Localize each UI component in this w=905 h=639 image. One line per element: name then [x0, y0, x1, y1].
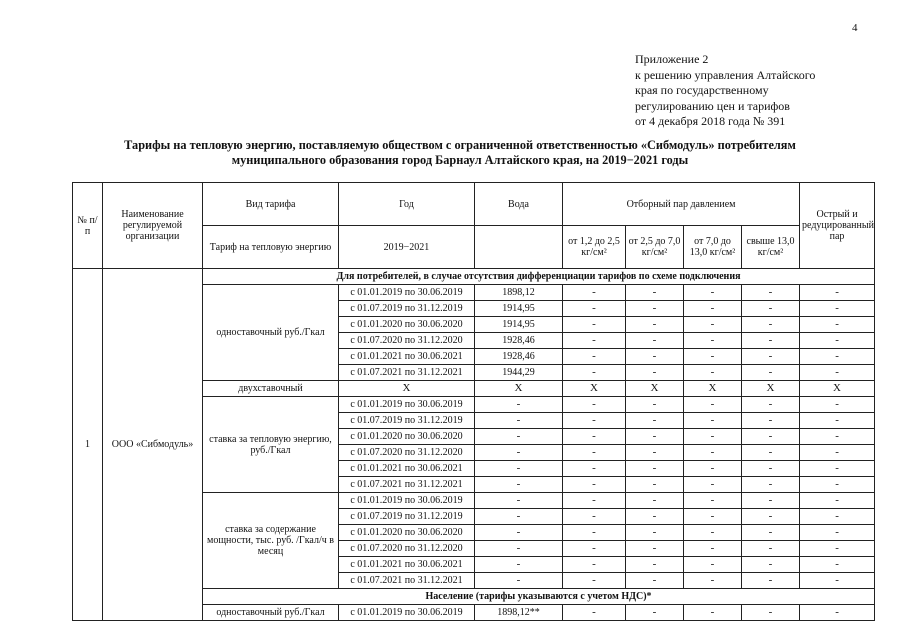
dash-cell: - — [800, 525, 875, 541]
tariff-table — [72, 182, 875, 621]
header-steam-2: от 2,5 до 7,0 кг/см² — [626, 226, 684, 269]
water-value: - — [475, 445, 563, 461]
x-mark-cell: Х — [684, 381, 742, 397]
dash-cell: - — [626, 445, 684, 461]
dash-cell: - — [684, 573, 742, 589]
dash-cell: - — [800, 509, 875, 525]
dash-cell: - — [563, 301, 626, 317]
dash-cell: - — [684, 285, 742, 301]
dash-cell: - — [800, 317, 875, 333]
dash-cell: - — [684, 509, 742, 525]
appendix-line: края по государственному — [635, 83, 769, 97]
dash-cell: - — [563, 285, 626, 301]
dash-cell: - — [684, 445, 742, 461]
dash-cell: - — [563, 413, 626, 429]
dash-cell: - — [684, 349, 742, 365]
dash-cell: - — [800, 413, 875, 429]
dash-cell: - — [684, 461, 742, 477]
dash-cell: - — [684, 397, 742, 413]
period-cell: с 01.07.2020 по 31.12.2020 — [339, 333, 475, 349]
dash-cell: - — [563, 605, 626, 621]
water-value: 1928,46 — [475, 349, 563, 365]
dash-cell: - — [684, 557, 742, 573]
header-steam: Отборный пар давлением — [563, 183, 800, 226]
title-line: Тарифы на тепловую энергию, поставляемую обществом с ограниченной ответственностью «Сибмодуль» потребителям — [124, 138, 796, 152]
water-value: 1914,95 — [475, 317, 563, 333]
dash-cell: - — [742, 573, 800, 589]
water-value: - — [475, 461, 563, 477]
period-cell: с 01.01.2021 по 30.06.2021 — [339, 557, 475, 573]
dash-cell: - — [563, 349, 626, 365]
period-cell: с 01.07.2021 по 31.12.2021 — [339, 477, 475, 493]
section-population: Население (тарифы указываются с учетом НДС)* — [203, 589, 875, 605]
header-tariff-type: Вид тарифа — [203, 183, 339, 226]
dash-cell: - — [800, 573, 875, 589]
dash-cell: - — [563, 541, 626, 557]
dash-cell: - — [800, 333, 875, 349]
period-cell: с 01.07.2021 по 31.12.2021 — [339, 573, 475, 589]
dash-cell: - — [684, 525, 742, 541]
dash-cell: - — [626, 493, 684, 509]
header-year: Год — [339, 183, 475, 226]
dash-cell: - — [684, 493, 742, 509]
water-value: 1898,12 — [475, 285, 563, 301]
period-cell: с 01.07.2019 по 31.12.2019 — [339, 301, 475, 317]
dash-cell: - — [563, 573, 626, 589]
water-value: 1898,12** — [475, 605, 563, 621]
dash-cell: - — [684, 605, 742, 621]
dash-cell: - — [626, 317, 684, 333]
dash-cell: - — [742, 413, 800, 429]
water-value: - — [475, 429, 563, 445]
dash-cell: - — [684, 477, 742, 493]
header-years-range: 2019−2021 — [339, 226, 475, 269]
tariff-single-rate: одноставочный руб./Гкал — [203, 285, 339, 381]
organization-name: ООО «Сибмодуль» — [103, 269, 203, 621]
appendix-line: от 4 декабря 2018 года № 391 — [635, 114, 786, 128]
dash-cell: - — [800, 541, 875, 557]
dash-cell: - — [563, 493, 626, 509]
x-mark-cell: Х — [742, 381, 800, 397]
dash-cell: - — [684, 365, 742, 381]
dash-cell: - — [626, 397, 684, 413]
dash-cell: - — [800, 301, 875, 317]
dash-cell: - — [684, 333, 742, 349]
dash-cell: - — [684, 317, 742, 333]
period-cell: с 01.01.2020 по 30.06.2020 — [339, 429, 475, 445]
x-mark-cell: Х — [626, 381, 684, 397]
water-value: 1944,29 — [475, 365, 563, 381]
header-row — [73, 183, 875, 226]
dash-cell: - — [626, 541, 684, 557]
water-value: 1928,46 — [475, 333, 563, 349]
header-org: Наименование регулируемой организации — [103, 183, 203, 269]
dash-cell: - — [742, 445, 800, 461]
dash-cell: - — [626, 349, 684, 365]
x-mark-cell: Х — [339, 381, 475, 397]
dash-cell: - — [626, 605, 684, 621]
period-cell: с 01.07.2020 по 31.12.2020 — [339, 541, 475, 557]
period-cell: с 01.01.2020 по 30.06.2020 — [339, 525, 475, 541]
dash-cell: - — [800, 445, 875, 461]
x-mark-cell: Х — [563, 381, 626, 397]
period-cell: с 01.07.2020 по 31.12.2020 — [339, 445, 475, 461]
dash-cell: - — [800, 477, 875, 493]
header-water-empty — [475, 226, 563, 269]
dash-cell: - — [626, 557, 684, 573]
water-value: - — [475, 541, 563, 557]
period-cell: с 01.01.2019 по 30.06.2019 — [339, 285, 475, 301]
dash-cell: - — [684, 413, 742, 429]
water-value: - — [475, 509, 563, 525]
water-value: - — [475, 477, 563, 493]
tariff-two-rate: двухставочный — [203, 381, 339, 397]
section-row — [73, 269, 875, 285]
header-steam-1: от 1,2 до 2,5 кг/см² — [563, 226, 626, 269]
dash-cell: - — [742, 349, 800, 365]
dash-cell: - — [742, 461, 800, 477]
x-mark-cell: Х — [800, 381, 875, 397]
appendix-line: Приложение 2 — [635, 52, 709, 66]
dash-cell: - — [626, 461, 684, 477]
dash-cell: - — [742, 333, 800, 349]
document-title — [60, 138, 860, 168]
dash-cell: - — [800, 397, 875, 413]
dash-cell: - — [742, 365, 800, 381]
dash-cell: - — [563, 333, 626, 349]
dash-cell: - — [742, 493, 800, 509]
dash-cell: - — [800, 605, 875, 621]
water-value: - — [475, 413, 563, 429]
dash-cell: - — [684, 301, 742, 317]
dash-cell: - — [563, 477, 626, 493]
dash-cell: - — [626, 301, 684, 317]
dash-cell: - — [563, 509, 626, 525]
water-value: - — [475, 397, 563, 413]
period-cell: с 01.01.2021 по 30.06.2021 — [339, 461, 475, 477]
water-value: - — [475, 557, 563, 573]
dash-cell: - — [684, 429, 742, 445]
dash-cell: - — [563, 445, 626, 461]
appendix-line: регулированию цен и тарифов — [635, 98, 790, 113]
period-cell: с 01.07.2019 по 31.12.2019 — [339, 413, 475, 429]
dash-cell: - — [800, 349, 875, 365]
dash-cell: - — [742, 317, 800, 333]
dash-cell: - — [742, 397, 800, 413]
dash-cell: - — [563, 397, 626, 413]
dash-cell: - — [563, 525, 626, 541]
dash-cell: - — [742, 429, 800, 445]
dash-cell: - — [742, 301, 800, 317]
dash-cell: - — [800, 461, 875, 477]
dash-cell: - — [563, 317, 626, 333]
dash-cell: - — [626, 429, 684, 445]
period-cell: с 01.07.2019 по 31.12.2019 — [339, 509, 475, 525]
water-value: - — [475, 493, 563, 509]
tariff-energy-rate: ставка за тепловую энергию, руб./Гкал — [203, 397, 339, 493]
title-line: муниципального образования город Барнаул Алтайского края, на 2019−2021 годы — [231, 153, 689, 167]
period-cell: с 01.01.2019 по 30.06.2019 — [339, 493, 475, 509]
period-cell: с 01.07.2021 по 31.12.2021 — [339, 365, 475, 381]
dash-cell: - — [800, 365, 875, 381]
dash-cell: - — [742, 541, 800, 557]
dash-cell: - — [684, 541, 742, 557]
dash-cell: - — [626, 509, 684, 525]
dash-cell: - — [626, 285, 684, 301]
period-cell: с 01.01.2019 по 30.06.2019 — [339, 605, 475, 621]
dash-cell: - — [800, 493, 875, 509]
row-number: 1 — [73, 269, 103, 621]
dash-cell: - — [742, 285, 800, 301]
tariff-population-rate: одноставочный руб./Гкал — [203, 605, 339, 621]
appendix-line: к решению управления Алтайского — [635, 67, 816, 82]
section-consumers: Для потребителей, в случае отсутствия дифференциации тарифов по схеме подключения — [203, 269, 875, 285]
x-mark-cell: Х — [475, 381, 563, 397]
dash-cell: - — [742, 525, 800, 541]
tariff-capacity-rate: ставка за содержание мощности, тыс. руб. /Гкал/ч в месяц — [203, 493, 339, 589]
dash-cell: - — [742, 557, 800, 573]
dash-cell: - — [626, 477, 684, 493]
dash-cell: - — [563, 461, 626, 477]
period-cell: с 01.01.2021 по 30.06.2021 — [339, 349, 475, 365]
period-cell: с 01.01.2020 по 30.06.2020 — [339, 317, 475, 333]
header-water: Вода — [475, 183, 563, 226]
header-steam-4: свыше 13,0 кг/см² — [742, 226, 800, 269]
water-value: 1914,95 — [475, 301, 563, 317]
water-value: - — [475, 573, 563, 589]
dash-cell: - — [800, 429, 875, 445]
appendix-block — [635, 52, 815, 130]
header-tariff-energy: Тариф на тепловую энергию — [203, 226, 339, 269]
dash-cell: - — [626, 573, 684, 589]
header-steam-3: от 7,0 до 13,0 кг/см² — [684, 226, 742, 269]
dash-cell: - — [800, 285, 875, 301]
dash-cell: - — [742, 509, 800, 525]
dash-cell: - — [563, 429, 626, 445]
dash-cell: - — [742, 605, 800, 621]
dash-cell: - — [742, 477, 800, 493]
dash-cell: - — [626, 333, 684, 349]
dash-cell: - — [563, 557, 626, 573]
period-cell: с 01.01.2019 по 30.06.2019 — [339, 397, 475, 413]
page-number: 4 — [852, 22, 858, 34]
header-sharp-steam: Острый и редуцированный пар — [800, 183, 875, 269]
dash-cell: - — [563, 365, 626, 381]
dash-cell: - — [626, 365, 684, 381]
dash-cell: - — [800, 557, 875, 573]
water-value: - — [475, 525, 563, 541]
header-num: № п/п — [73, 183, 103, 269]
dash-cell: - — [626, 525, 684, 541]
dash-cell: - — [626, 413, 684, 429]
